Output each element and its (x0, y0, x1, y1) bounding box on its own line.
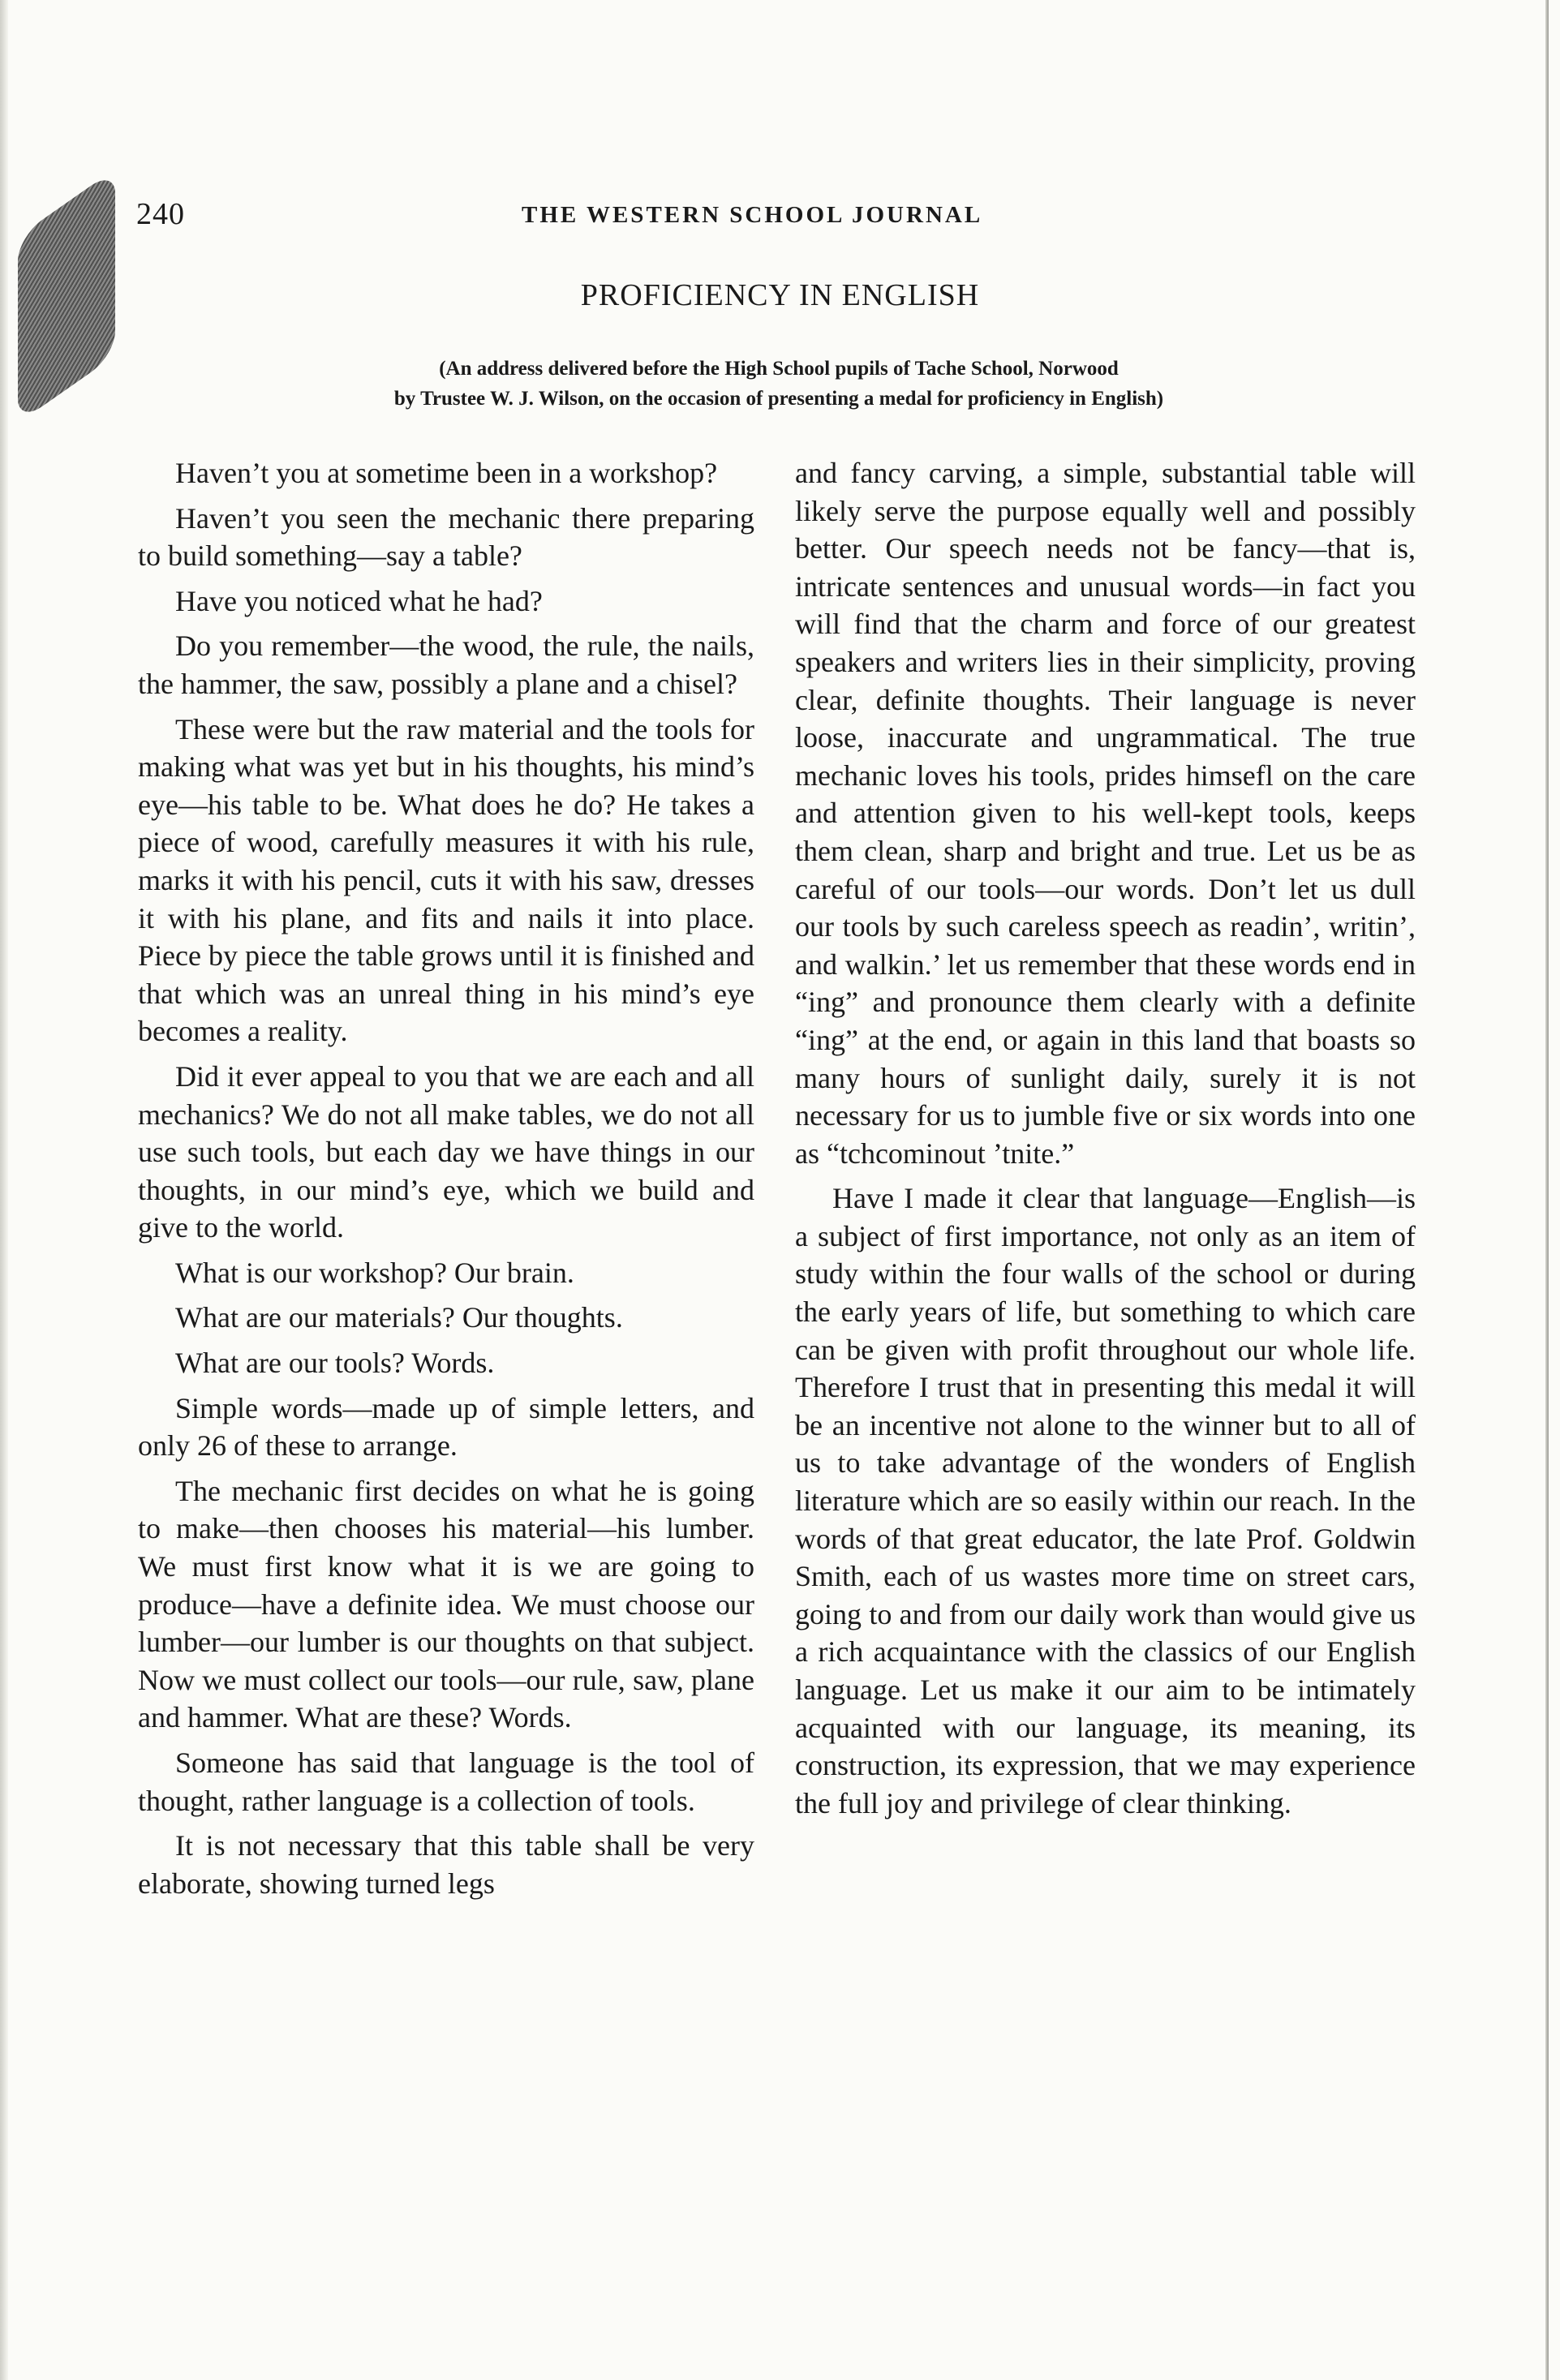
left-column (138, 454, 754, 1910)
paragraph: Haven’t you seen the mechanic there preparing to build something—say a table? (138, 501, 754, 573)
paragraph: What are our materials? Our thoughts. (175, 1301, 623, 1334)
paragraph: Haven’t you at sometime been in a workshop? (175, 457, 718, 489)
paragraph: What are our tools? Words. (175, 1347, 495, 1380)
paragraph: The mechanic first decides on what he is going to make—then chooses his material—his lumber. We must first know what it is we are going to produce—have a definite idea. We must choose our lumber—our lumber is our thoughts on that subject. Now we must collect our tools—our rule, saw, plane and hammer. What are these? Words. (138, 1474, 754, 1734)
article-subtitle (219, 354, 1339, 414)
article-title: PROFICIENCY IN ENGLISH (580, 278, 980, 312)
paragraph: Did it ever appeal to you that we are each and all mechanics? We do not all make tables, we do not all use such tools, but each day we have things in our thoughts, in our mind’s eye, which we build and give to the world. (138, 1059, 754, 1244)
right-column (795, 454, 1416, 1829)
paragraph: What is our workshop? Our brain. (175, 1256, 574, 1289)
paragraph: Have you noticed what he had? (175, 584, 543, 617)
paragraph: Do you remember—the wood, the rule, the nails, the hammer, the saw, possibly a plane and a chisel? (138, 629, 754, 700)
journal-title: THE WESTERN SCHOOL JOURNAL (522, 202, 983, 228)
paragraph: and fancy carving, a simple, substantial table will likely serve the purpose equally well and possibly better. Our speech needs not be fancy—that is, intricate sentences and unusual words—in fact you will find that the charm and force of our greatest speakers and writers lies in their simplicity, proving clear, definite thoughts. Their language is never loose, inaccurate and ungrammatical. The true mechanic loves his tools, prides himsefl on the care and attention given to his well-kept tools, keeps them clean, sharp and bright and true. Let us be as careful of our tools—our words. Don’t let us dull our tools by such careless speech as readin’, writin’, and walkin.’ let us remember that these words end in “ing” and pronounce them clearly with a definite “ing” at the end, or again in this land that boasts so many hours of sunlight daily, surely it is not necessary for us to jumble five or six words into one as “tchcominout ’tnite.” (795, 457, 1416, 1170)
page-edge-left (0, 0, 8, 2380)
page-edge-right (1545, 0, 1549, 2380)
subtitle-line: by Trustee W. J. Wilson, on the occasion of presenting a medal for proficiency in English) (393, 388, 1164, 410)
subtitle-line: (An address delivered before the High School pupils of Tache School, Norwood (439, 358, 1119, 380)
paragraph: Have I made it clear that language—English—is a subject of first importance, not only as an item of study within the four walls of the school or during the early years of life, but something to which care can be given with profit throughout our whole life. Therefore I trust that in presenting this medal it will be an incentive not alone to the winner but to all of us to take advantage of the wonders of English literature which are so easily within our reach. In the words of that great educator, the late Prof. Goldwin Smith, each of us wastes more time on street cars, going to and from our daily work than would give us a rich acquaintance with the classics of our English language. Let us make it our aim to be intimately acquainted with our language, its meaning, its construction, its expression, that we may experience the full joy and privilege of clear thinking. (795, 1182, 1416, 1819)
page-number: 240 (136, 197, 185, 231)
paragraph: It is not necessary that this table shall be very elaborate, showing turned legs (138, 1829, 754, 1900)
running-header (136, 196, 1418, 245)
paragraph: These were but the raw material and the tools for making what was yet but in his thoughts, his mind’s eye—his table to be. What does he do? He takes a piece of wood, carefully measures it with his rule, marks it with his pencil, cuts it with his saw, dresses it with his plane, and fits and nails it into place. Piece by piece the table grows until it is finished and that which was an unreal thing in his mind’s eye becomes a reality. (138, 712, 754, 1048)
paragraph: Simple words—made up of simple letters, and only 26 of these to arrange. (138, 1391, 754, 1463)
paragraph: Someone has said that language is the tool of thought, rather language is a collection of tools. (138, 1746, 754, 1817)
